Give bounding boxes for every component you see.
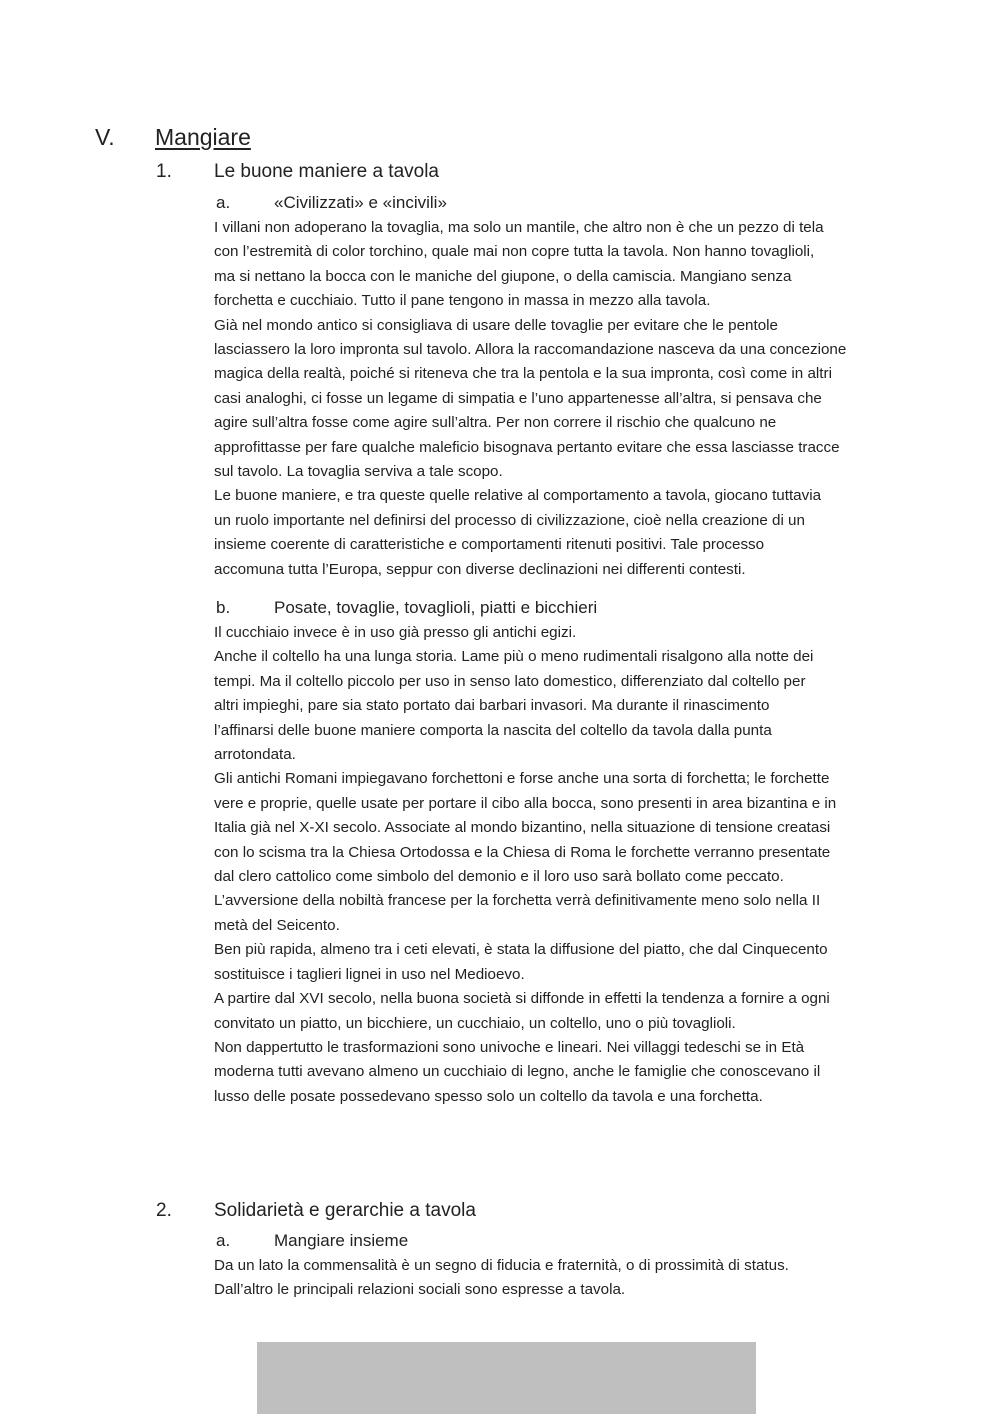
text-line: Non dappertutto le trasformazioni sono univoche e lineari. Nei villaggi tedeschi se in Età xyxy=(214,1038,805,1056)
text-line: approfittasse per fare qualche maleficio bisognava pertanto evitare che essa lasciasse tracce xyxy=(214,438,840,456)
text-line: Il cucchiaio invece è in uso già presso gli antichi egizi. xyxy=(214,624,577,641)
text-line: con lo scisma tra la Chiesa Ortodossa e la Chiesa di Roma le forchette verranno presentate xyxy=(214,843,831,861)
text-line: Ben più rapida, almeno tra i ceti elevati, è stata la diffusione del piatto, che dal Cinquecento xyxy=(214,941,828,959)
chapter-number: V. xyxy=(95,124,115,150)
text-line: forchetta e cucchiaio. Tutto il pane tengono in massa in mezzo alla tavola. xyxy=(214,292,711,310)
text-line: vere e proprie, quelle usate per portare il cibo alla bocca, sono presenti in area bizantina e in xyxy=(214,794,837,812)
text-line: Le buone maniere, e tra queste quelle relative al comportamento a tavola, giocano tuttavia xyxy=(214,487,822,505)
image-placeholder xyxy=(257,1342,756,1414)
subsection-letter: a. xyxy=(216,1231,231,1250)
text-line: altri impieghi, pare sia stato portato dai barbari invasori. Ma durante il rinascimento xyxy=(214,697,770,715)
text-line: con l’estremità di color torchino, quale mai non copre tutta la tavola. Non hanno tovaglioli, xyxy=(214,243,815,261)
text-line: l’affinarsi delle buone maniere comporta la nascita del coltello da tavola dalla punta xyxy=(214,721,772,739)
subsection-letter: a. xyxy=(216,193,231,212)
text-line: A partire dal XVI secolo, nella buona società si diffonde in effetti la tendenza a fornire a ogni xyxy=(214,990,830,1008)
text-line: convitato un piatto, un bicchiere, un cucchiaio, un coltello, uno o più tovaglioli. xyxy=(214,1014,736,1032)
text-line: agire sull’altra fosse come agire sull’altra. Per non correre il rischio che qualcuno ne xyxy=(214,414,777,432)
subsection-title: Posate, tovaglie, tovaglioli, piatti e bicchieri xyxy=(274,598,598,617)
text-line: lusso delle posate possedevano spesso solo un coltello da tavola e una forchetta. xyxy=(214,1087,763,1105)
section-title: Solidarietà e gerarchie a tavola xyxy=(214,1200,476,1221)
chapter-title: Mangiare xyxy=(155,124,251,150)
section-number: 1. xyxy=(156,161,172,182)
text-line: dal clero cattolico come simbolo del demonio e il loro uso sarà bollato come peccato. xyxy=(214,868,784,886)
text-line: casi analoghi, ci fosse un legame di simpatia e l’uno appartenesse all’altra, si pensava che xyxy=(214,389,822,407)
text-line: lasciassero la loro impronta sul tavolo. Allora la raccomandazione nasceva da una concezione xyxy=(214,341,847,359)
body-text-1a xyxy=(214,216,914,582)
body-text-2a xyxy=(214,1254,914,1303)
text-line: Italia già nel X-XI secolo. Associate al mondo bizantino, nella situazione di tensione creatasi xyxy=(214,819,831,837)
subsection-title: Mangiare insieme xyxy=(274,1231,409,1250)
subsection-letter: b. xyxy=(216,598,231,617)
body-text-1b xyxy=(214,621,914,1109)
text-line: moderna tutti avevano almeno un cucchiaio di legno, anche le famiglie che conoscevano il xyxy=(214,1063,821,1081)
subsection-title: «Civilizzati» e «incivili» xyxy=(274,193,447,212)
section-number: 2. xyxy=(156,1200,172,1221)
text-line: ma si nettano la bocca con le maniche del giupone, o della camiscia. Mangiano senza xyxy=(214,267,792,285)
text-line: sostituisce i taglieri lignei in uso nel Medioevo. xyxy=(214,965,525,983)
text-line: Gli antichi Romani impiegavano forchettoni e forse anche una sorta di forchetta; le forchette xyxy=(214,770,830,788)
text-line: insieme coerente di caratteristiche e comportamenti ritenuti positivi. Tale processo xyxy=(214,536,765,554)
text-line: L’avversione della nobiltà francese per la forchetta verrà definitivamente meno solo nella II xyxy=(214,892,821,910)
text-line: I villani non adoperano la tovaglia, ma solo un mantile, che altro non è che un pezzo di tela xyxy=(214,219,824,236)
text-line: un ruolo importante nel definirsi del processo di civilizzazione, cioè nella creazione di un xyxy=(214,511,805,529)
text-line: metà del Seicento. xyxy=(214,916,340,934)
text-line: Da un lato la commensalità è un segno di fiducia e fraternità, o di prossimità di status. xyxy=(214,1257,789,1274)
section-title: Le buone maniere a tavola xyxy=(214,161,439,182)
text-line: accomuna tutta l’Europa, seppur con diverse declinazioni nei differenti contesti. xyxy=(214,560,746,578)
text-line: arrotondata. xyxy=(214,746,296,764)
text-line: Anche il coltello ha una lunga storia. Lame più o meno rudimentali risalgono alla notte dei xyxy=(214,648,814,666)
text-line: sul tavolo. La tovaglia serviva a tale scopo. xyxy=(214,463,503,481)
text-line: tempi. Ma il coltello piccolo per uso in senso lato domestico, differenziato dal coltello per xyxy=(214,672,806,690)
text-line: Già nel mondo antico si consigliava di usare delle tovaglie per evitare che le pentole xyxy=(214,316,778,334)
text-line: Dall’altro le principali relazioni sociali sono espresse a tavola. xyxy=(214,1281,626,1299)
text-line: magica della realtà, poiché si riteneva che tra la pentola e la sua impronta, così come in altri xyxy=(214,365,832,383)
